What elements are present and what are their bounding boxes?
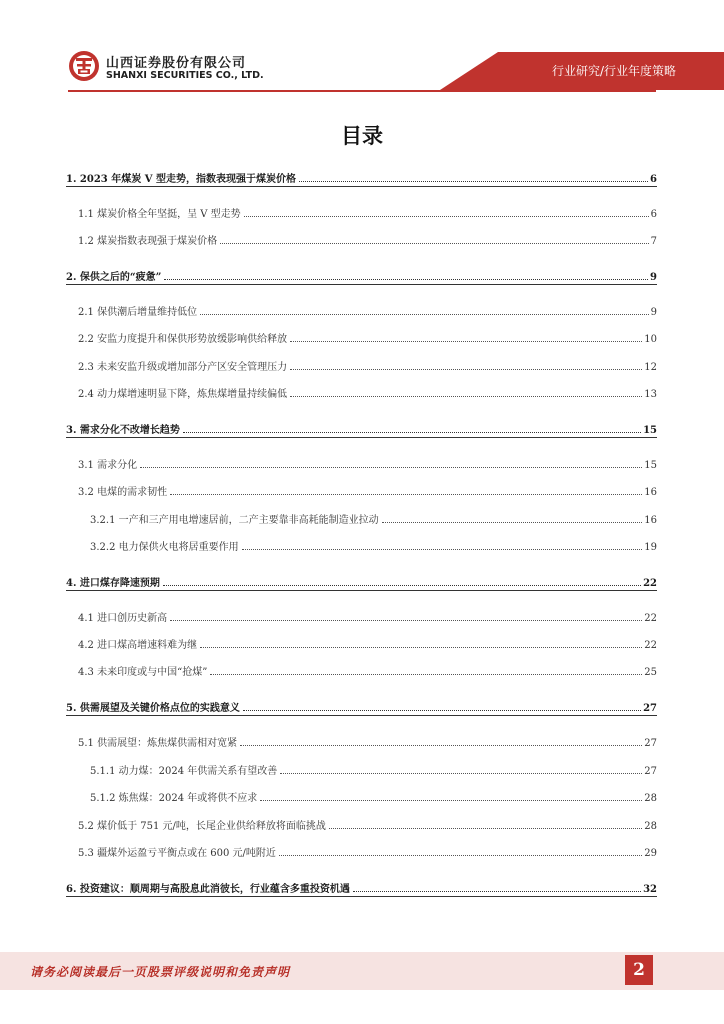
toc-entry-title: 4.3 未来印度或与中国“抢煤” xyxy=(78,667,208,678)
toc-entry[interactable] xyxy=(66,416,657,438)
toc-entry-page: 27 xyxy=(644,738,657,749)
dot-leader xyxy=(242,549,643,550)
dot-leader xyxy=(170,620,642,621)
toc-entry-title: 5.2 煤价低于 751 元/吨，长尾企业供给释放将面临挑战 xyxy=(78,821,326,832)
dot-leader xyxy=(353,891,641,892)
dot-leader xyxy=(210,674,642,675)
dot-leader xyxy=(290,369,642,370)
toc-entry-title: 3.2 电煤的需求韧性 xyxy=(78,487,168,498)
toc-entry-page: 6 xyxy=(650,209,657,220)
dot-leader xyxy=(290,341,642,342)
toc-entry-page: 16 xyxy=(644,515,657,526)
toc-entry[interactable] xyxy=(66,227,657,247)
toc-entry-page: 12 xyxy=(644,362,657,373)
dot-leader xyxy=(140,467,642,468)
toc-entry-page: 15 xyxy=(644,460,657,471)
shanxi-securities-logo-icon xyxy=(68,50,100,82)
toc-entry-page: 19 xyxy=(644,542,657,553)
toc-entry-page: 6 xyxy=(650,174,657,185)
toc-title: 目录 xyxy=(341,124,383,148)
dot-leader xyxy=(240,745,642,746)
toc-entry-page: 28 xyxy=(644,821,657,832)
dot-leader xyxy=(382,522,643,523)
toc-entry-page: 28 xyxy=(644,793,657,804)
dot-leader xyxy=(279,855,642,856)
toc-entry[interactable] xyxy=(66,380,657,400)
toc-entry[interactable] xyxy=(66,604,657,624)
toc-entry[interactable] xyxy=(66,784,657,804)
dot-leader xyxy=(163,585,641,586)
company-name-chinese: 山西证券股份有限公司 xyxy=(106,56,247,71)
toc-entry-title: 1.1 煤炭价格全年坚挺，呈 V 型走势 xyxy=(78,209,241,220)
toc-entry[interactable] xyxy=(66,812,657,832)
toc-entry-title: 3.1 需求分化 xyxy=(78,460,138,471)
toc-entry[interactable] xyxy=(66,658,657,678)
toc-entry-page: 22 xyxy=(644,613,657,624)
toc-entry-title: 3.2.2 电力保供火电将居重要作用 xyxy=(90,542,239,553)
toc-entry[interactable] xyxy=(66,729,657,749)
toc-entry-title: 5. 供需展望及关键价格点位的实践意义 xyxy=(66,703,240,714)
toc-entry-title: 4.1 进口创历史新高 xyxy=(78,613,168,624)
toc-entry[interactable] xyxy=(66,631,657,651)
toc-entry-page: 13 xyxy=(644,389,657,400)
dot-leader xyxy=(183,432,641,433)
toc-entry-title: 2. 保供之后的“疲惫” xyxy=(66,272,162,283)
dot-leader xyxy=(164,279,648,280)
toc-entry-title: 4. 进口煤存降速预期 xyxy=(66,578,160,589)
toc-entry-title: 3.2.1 一产和三产用电增速居前，二产主要靠非高耗能制造业拉动 xyxy=(90,515,379,526)
toc-entry-title: 2.3 未来安监升级或增加部分产区安全管理压力 xyxy=(78,362,288,373)
toc-entry-title: 4.2 进口煤高增速料难为继 xyxy=(78,640,198,651)
toc-entry-page: 22 xyxy=(644,640,657,651)
dot-leader xyxy=(244,216,649,217)
toc-entry[interactable] xyxy=(66,263,657,285)
toc-entry-title: 5.1.2 炼焦煤：2024 年或将供不应求 xyxy=(90,793,258,804)
toc-entry[interactable] xyxy=(66,694,657,716)
toc-entry[interactable] xyxy=(66,165,657,187)
dot-leader xyxy=(243,710,641,711)
toc-entry-title: 2.2 安监力度提升和保供形势放缓影响供给释放 xyxy=(78,334,288,345)
header-divider xyxy=(68,90,656,92)
page-header xyxy=(0,0,724,95)
toc-entry-page: 27 xyxy=(643,703,657,714)
toc-entry[interactable] xyxy=(66,325,657,345)
dot-leader xyxy=(329,828,642,829)
dot-leader xyxy=(280,773,642,774)
toc-entry-title: 2.4 动力煤增速明显下降，炼焦煤增量持续偏低 xyxy=(78,389,288,400)
toc-entry-page: 22 xyxy=(643,578,657,589)
dot-leader xyxy=(220,243,649,244)
toc-entry-page: 7 xyxy=(650,236,657,247)
toc-entry[interactable] xyxy=(66,478,657,498)
toc-entry-page: 27 xyxy=(644,766,657,777)
toc-entry[interactable] xyxy=(66,569,657,591)
toc-entry-title: 1. 2023 年煤炭 V 型走势，指数表现强于煤炭价格 xyxy=(66,174,296,185)
toc-entry[interactable] xyxy=(66,200,657,220)
toc-entry[interactable] xyxy=(66,451,657,471)
toc-entry[interactable] xyxy=(66,757,657,777)
dot-leader xyxy=(170,494,642,495)
toc-entry-title: 3. 需求分化不改增长趋势 xyxy=(66,425,180,436)
dot-leader xyxy=(260,800,642,801)
toc-entry-title: 6. 投资建议：顺周期与高股息此消彼长，行业蕴含多重投资机遇 xyxy=(66,884,350,895)
toc-entry-title: 5.3 疆煤外运盈亏平衡点或在 600 元/吨附近 xyxy=(78,848,276,859)
toc-entry-page: 25 xyxy=(644,667,657,678)
toc-entry-page: 9 xyxy=(650,272,657,283)
toc-entry-page: 15 xyxy=(643,425,657,436)
toc-entry-title: 1.2 煤炭指数表现强于煤炭价格 xyxy=(78,236,218,247)
toc-entry[interactable] xyxy=(66,298,657,318)
toc-entry[interactable] xyxy=(66,875,657,897)
disclaimer-note: 请务必阅读最后一页股票评级说明和免责声明 xyxy=(30,965,291,979)
toc-entry-title: 5.1.1 动力煤：2024 年供需关系有望改善 xyxy=(90,766,278,777)
dot-leader xyxy=(200,314,649,315)
dot-leader xyxy=(290,396,642,397)
dot-leader xyxy=(299,181,648,182)
toc-entry[interactable] xyxy=(66,353,657,373)
toc-entry-page: 9 xyxy=(650,307,657,318)
report-type-label: 行业研究/行业年度策略 xyxy=(551,64,676,78)
dot-leader xyxy=(200,647,642,648)
toc-entry[interactable] xyxy=(66,506,657,526)
page-number: 2 xyxy=(625,955,653,985)
toc-entry[interactable] xyxy=(66,533,657,553)
toc-entry[interactable] xyxy=(66,839,657,859)
toc-entry-title: 2.1 保供潮后增量维持低位 xyxy=(78,307,198,318)
toc-entry-title: 5.1 供需展望：炼焦煤供需相对宽紧 xyxy=(78,738,238,749)
toc-entry-page: 32 xyxy=(643,884,657,895)
toc-entry-page: 16 xyxy=(644,487,657,498)
toc-entry-page: 10 xyxy=(644,334,657,345)
company-name-english: SHANXI SECURITIES CO., LTD. xyxy=(106,70,264,81)
toc-entry-page: 29 xyxy=(644,848,657,859)
